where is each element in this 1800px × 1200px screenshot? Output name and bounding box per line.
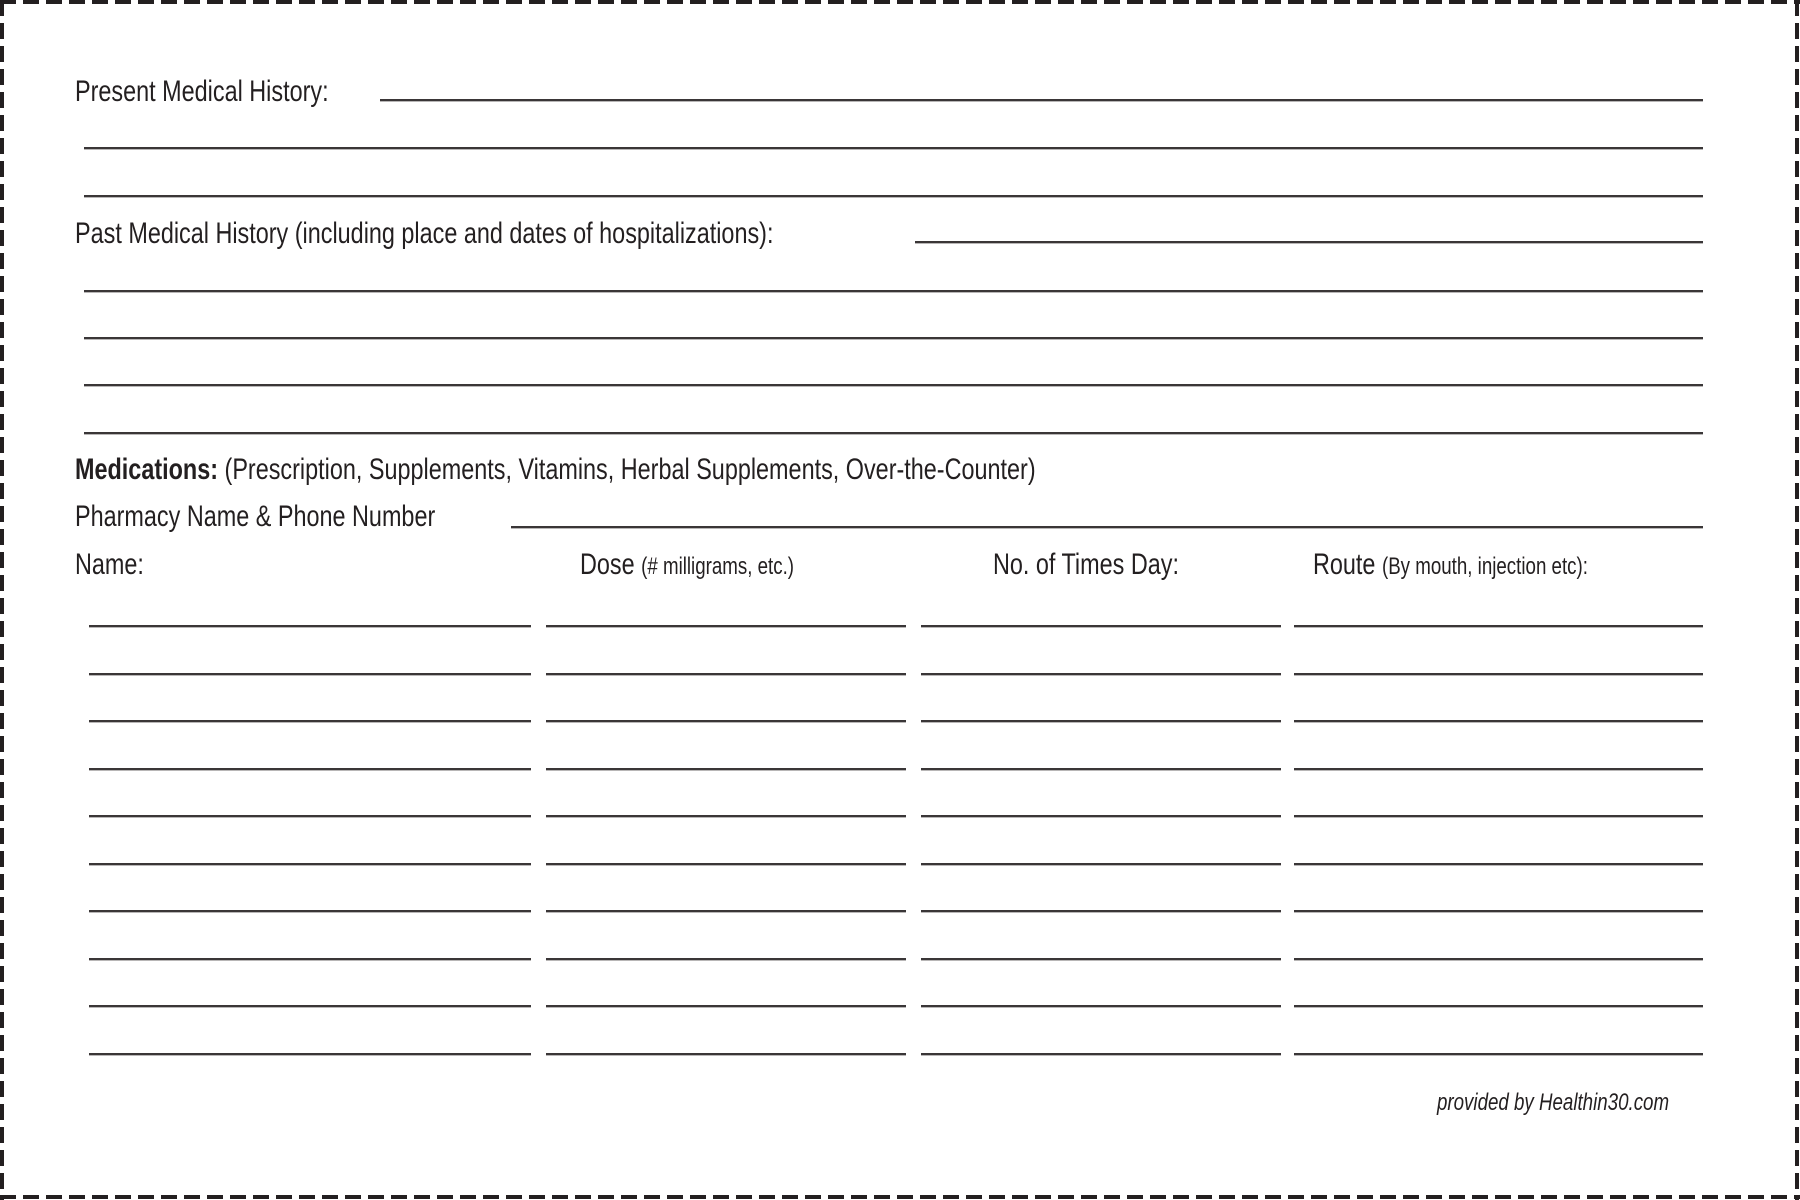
past-history-label: Past Medical History (including place and dates of hospitalizations): <box>75 217 774 250</box>
present-history-field-line-3[interactable] <box>84 195 1703 198</box>
medication-row-4-times-per-day-field[interactable] <box>921 768 1281 771</box>
past-history-field-line-1[interactable] <box>915 241 1703 244</box>
present-history-field-line-2[interactable] <box>84 147 1703 150</box>
medication-row-10-times-per-day-field[interactable] <box>921 1053 1281 1056</box>
medication-row-2-name-field[interactable] <box>89 673 531 676</box>
medication-row-2-route-field[interactable] <box>1294 673 1703 676</box>
column-header-dose-label: Dose <box>580 548 635 581</box>
column-header-name: Name: <box>75 548 144 581</box>
medication-row-1-times-per-day-field[interactable] <box>921 625 1281 628</box>
medication-row-4-route-field[interactable] <box>1294 768 1703 771</box>
cut-border-bottom <box>0 1195 1800 1199</box>
medication-row-7-times-per-day-field[interactable] <box>921 910 1281 913</box>
medication-row-1-dose-field[interactable] <box>546 625 906 628</box>
medication-row-6-route-field[interactable] <box>1294 863 1703 866</box>
medication-row-5-route-field[interactable] <box>1294 815 1703 818</box>
medication-row-2-times-per-day-field[interactable] <box>921 673 1281 676</box>
medication-row-10-dose-field[interactable] <box>546 1053 906 1056</box>
column-header-dose <box>580 550 794 580</box>
medication-row-7-route-field[interactable] <box>1294 910 1703 913</box>
medication-row-4-dose-field[interactable] <box>546 768 906 771</box>
medication-row-9-name-field[interactable] <box>89 1005 531 1008</box>
medication-row-8-name-field[interactable] <box>89 958 531 961</box>
medication-row-6-times-per-day-field[interactable] <box>921 863 1281 866</box>
medication-row-5-name-field[interactable] <box>89 815 531 818</box>
medication-row-4-name-field[interactable] <box>89 768 531 771</box>
medication-row-10-route-field[interactable] <box>1294 1053 1703 1056</box>
past-history-field-line-5[interactable] <box>84 432 1703 435</box>
column-header-route-note: (By mouth, injection etc): <box>1381 553 1588 580</box>
cut-border-right <box>1795 0 1799 1200</box>
medication-row-7-dose-field[interactable] <box>546 910 906 913</box>
medication-row-3-route-field[interactable] <box>1294 720 1703 723</box>
medication-row-8-dose-field[interactable] <box>546 958 906 961</box>
medication-row-1-name-field[interactable] <box>89 625 531 628</box>
medication-row-8-times-per-day-field[interactable] <box>921 958 1281 961</box>
medication-row-9-route-field[interactable] <box>1294 1005 1703 1008</box>
medication-row-9-dose-field[interactable] <box>546 1005 906 1008</box>
medication-row-3-times-per-day-field[interactable] <box>921 720 1281 723</box>
column-header-route <box>1313 550 1588 580</box>
medication-row-9-times-per-day-field[interactable] <box>921 1005 1281 1008</box>
pharmacy-label: Pharmacy Name & Phone Number <box>75 500 436 533</box>
medication-row-5-times-per-day-field[interactable] <box>921 815 1281 818</box>
medication-row-3-name-field[interactable] <box>89 720 531 723</box>
footer-credit: provided by Healthin30.com <box>1437 1089 1670 1116</box>
column-header-times-per-day: No. of Times Day: <box>993 548 1179 581</box>
column-header-dose-note: (# milligrams, etc.) <box>641 553 795 580</box>
medication-row-10-name-field[interactable] <box>89 1053 531 1056</box>
medication-row-3-dose-field[interactable] <box>546 720 906 723</box>
medication-row-2-dose-field[interactable] <box>546 673 906 676</box>
pharmacy-field-line[interactable] <box>511 526 1703 529</box>
present-history-field-line-1[interactable] <box>380 99 1703 102</box>
past-history-field-line-3[interactable] <box>84 337 1703 340</box>
medication-row-1-route-field[interactable] <box>1294 625 1703 628</box>
past-history-field-line-2[interactable] <box>84 290 1703 293</box>
medication-row-5-dose-field[interactable] <box>546 815 906 818</box>
cut-border-top <box>0 0 1800 4</box>
cut-border-left <box>0 0 4 1200</box>
medications-title: Medications: <box>75 453 219 486</box>
medications-heading <box>75 455 1036 485</box>
medication-row-7-name-field[interactable] <box>89 910 531 913</box>
past-history-field-line-4[interactable] <box>84 384 1703 387</box>
column-header-route-label: Route <box>1313 548 1376 581</box>
medication-row-8-route-field[interactable] <box>1294 958 1703 961</box>
medication-row-6-dose-field[interactable] <box>546 863 906 866</box>
medications-subtitle: (Prescription, Supplements, Vitamins, Herbal Supplements, Over-the-Counter) <box>224 453 1036 486</box>
medication-row-6-name-field[interactable] <box>89 863 531 866</box>
present-history-label: Present Medical History: <box>75 75 329 108</box>
